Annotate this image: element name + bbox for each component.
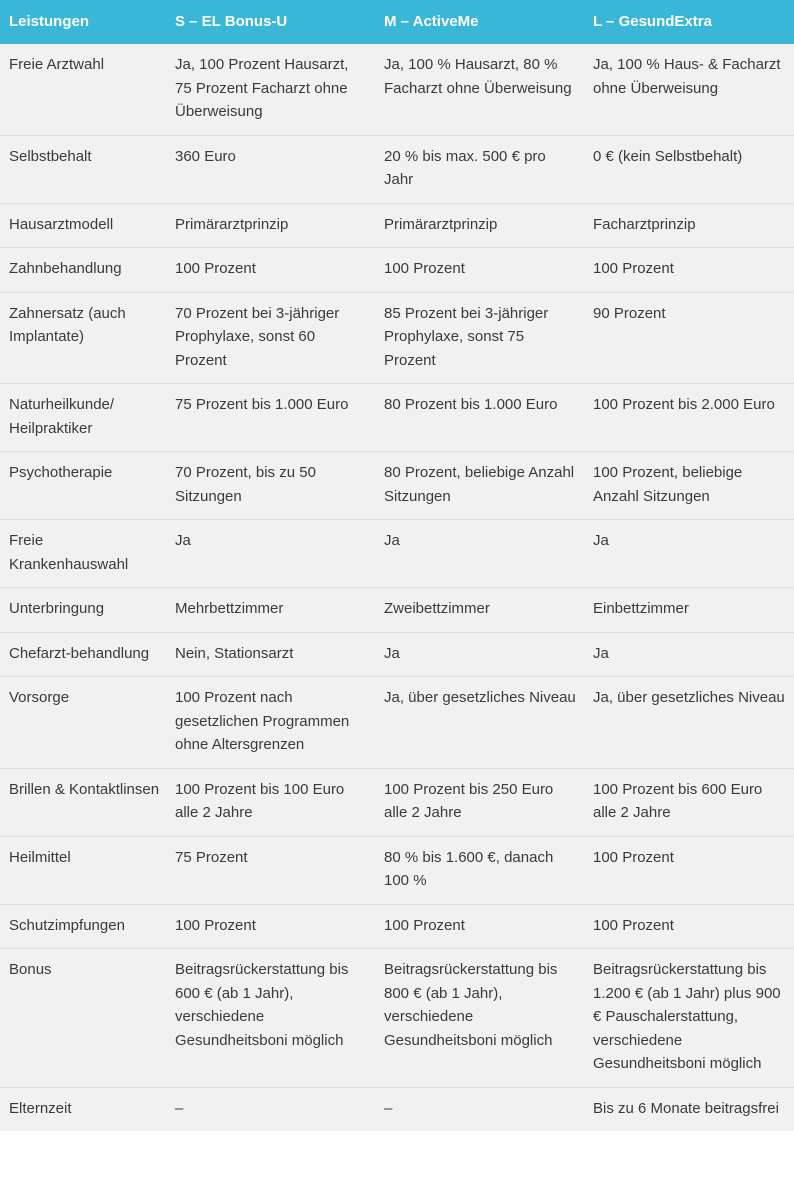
- row-label: Psychotherapie: [9, 464, 113, 481]
- table-body: [0, 44, 794, 1131]
- header-leistungen: Leistungen: [9, 13, 90, 31]
- table-row: [0, 248, 794, 293]
- table-row: [0, 292, 794, 384]
- row-label: Zahnersatz (auch Implantate): [9, 304, 126, 345]
- header-tariff-s: S – EL Bonus-U: [175, 13, 288, 31]
- cell-tariff-s: Ja, 100 Prozent Hausarzt, 75 Prozent Facharzt ohne Überweisung: [175, 56, 349, 120]
- table-row: [0, 949, 794, 1088]
- cell-tariff-l: Einbettzimmer: [593, 600, 689, 617]
- cell-tariff-l: 100 Prozent bis 2.000 Euro: [593, 396, 775, 413]
- row-label: Elternzeit: [9, 1099, 72, 1117]
- cell-tariff-m: 80 % bis 1.600 €, danach 100 %: [384, 848, 554, 889]
- cell-tariff-s: 360 Euro: [175, 147, 236, 165]
- cell-tariff-l: Ja, über gesetzliches Niveau: [593, 689, 785, 706]
- header-tariff-m: M – ActiveMe: [384, 13, 479, 31]
- cell-tariff-m: Beitragsrückerstattung bis 800 € (ab 1 Jahr), verschiedene Gesundheitsboni möglich: [384, 961, 558, 1049]
- cell-tariff-l: Ja: [593, 532, 609, 549]
- cell-tariff-m: Ja: [384, 644, 400, 662]
- cell-tariff-l: Bis zu 6 Monate beitragsfrei: [593, 1099, 779, 1117]
- row-label: Freie Krankenhauswahl: [9, 532, 129, 573]
- cell-tariff-l: Facharztprinzip: [593, 215, 696, 233]
- cell-tariff-m: Ja: [384, 532, 400, 549]
- cell-tariff-m: –: [384, 1099, 393, 1117]
- row-label: Bonus: [9, 961, 52, 978]
- row-label: Chefarzt-behandlung: [9, 644, 150, 662]
- cell-tariff-l: 100 Prozent: [593, 848, 674, 866]
- row-label: Unterbringung: [9, 600, 105, 617]
- cell-tariff-l: 90 Prozent: [593, 304, 666, 322]
- cell-tariff-s: 100 Prozent bis 100 Euro alle 2 Jahre: [175, 780, 345, 821]
- cell-tariff-m: 100 Prozent bis 250 Euro alle 2 Jahre: [384, 780, 554, 821]
- cell-tariff-l: 100 Prozent: [593, 916, 674, 934]
- cell-tariff-l: 0 € (kein Selbstbehalt): [593, 147, 743, 165]
- cell-tariff-l: 100 Prozent: [593, 260, 674, 277]
- row-label: Naturheilkunde/ Heilpraktiker: [9, 396, 115, 437]
- cell-tariff-s: Primärarztprinzip: [175, 215, 289, 233]
- cell-tariff-m: Ja, über gesetzliches Niveau: [384, 689, 576, 706]
- cell-tariff-s: 70 Prozent bei 3-jähriger Prophylaxe, sonst 60 Prozent: [175, 304, 340, 369]
- cell-tariff-m: Zweibettzimmer: [384, 600, 490, 617]
- table-row: [0, 384, 794, 452]
- cell-tariff-m: 100 Prozent: [384, 916, 465, 934]
- cell-tariff-m: Primärarztprinzip: [384, 215, 498, 233]
- row-label: Brillen & Kontaktlinsen: [9, 780, 160, 798]
- cell-tariff-m: 100 Prozent: [384, 260, 465, 277]
- cell-tariff-s: 100 Prozent: [175, 260, 256, 277]
- table-row: [0, 768, 794, 836]
- cell-tariff-m: 80 Prozent, beliebige Anzahl Sitzungen: [384, 464, 575, 505]
- table-row: [0, 904, 794, 949]
- table-row: [0, 135, 794, 203]
- cell-tariff-m: Ja, 100 % Hausarzt, 80 % Facharzt ohne Überweisung: [384, 56, 572, 97]
- row-label: Selbstbehalt: [9, 147, 92, 165]
- table-row: [0, 836, 794, 904]
- table-row: [0, 203, 794, 248]
- cell-tariff-s: 75 Prozent bis 1.000 Euro: [175, 396, 349, 413]
- table-row: [0, 1087, 794, 1131]
- cell-tariff-l: Ja: [593, 644, 609, 662]
- cell-tariff-s: –: [175, 1099, 184, 1117]
- row-label: Schutzimpfungen: [9, 916, 125, 934]
- table-row: [0, 452, 794, 520]
- cell-tariff-s: Ja: [175, 532, 191, 549]
- cell-tariff-l: Ja, 100 % Haus- & Facharzt ohne Überweisung: [593, 56, 781, 97]
- cell-tariff-s: 75 Prozent: [175, 848, 248, 866]
- table-row: [0, 677, 794, 769]
- cell-tariff-l: 100 Prozent bis 600 Euro alle 2 Jahre: [593, 780, 763, 821]
- cell-tariff-s: Nein, Stationsarzt: [175, 644, 294, 662]
- row-label: Vorsorge: [9, 689, 70, 706]
- row-label: Zahnbehandlung: [9, 260, 122, 277]
- row-label: Hausarztmodell: [9, 215, 114, 233]
- cell-tariff-s: Mehrbettzimmer: [175, 600, 284, 617]
- table-row: [0, 632, 794, 677]
- header-tariff-l: L – GesundExtra: [593, 13, 712, 31]
- table-row: [0, 520, 794, 588]
- table-row: [0, 588, 794, 633]
- row-label: Freie Arztwahl: [9, 56, 105, 73]
- cell-tariff-m: 20 % bis max. 500 € pro Jahr: [384, 147, 546, 188]
- cell-tariff-l: Beitragsrückerstattung bis 1.200 € (ab 1 Jahr) plus 900 € Pauschalerstattung, verschiedene Gesundheitsboni möglich: [593, 961, 781, 1072]
- cell-tariff-s: Beitragsrückerstattung bis 600 € (ab 1 Jahr), verschiedene Gesundheitsboni möglich: [175, 961, 349, 1049]
- header-row: [0, 0, 794, 44]
- cell-tariff-m: 80 Prozent bis 1.000 Euro: [384, 396, 558, 413]
- cell-tariff-m: 85 Prozent bei 3-jähriger Prophylaxe, sonst 75 Prozent: [384, 304, 549, 369]
- row-label: Heilmittel: [9, 848, 71, 866]
- table-header: [0, 0, 794, 44]
- table-row: [0, 44, 794, 135]
- cell-tariff-s: 100 Prozent nach gesetzlichen Programmen ohne Altersgrenzen: [175, 689, 350, 753]
- cell-tariff-s: 70 Prozent, bis zu 50 Sitzungen: [175, 464, 316, 505]
- cell-tariff-l: 100 Prozent, beliebige Anzahl Sitzungen: [593, 464, 743, 505]
- cell-tariff-s: 100 Prozent: [175, 916, 256, 934]
